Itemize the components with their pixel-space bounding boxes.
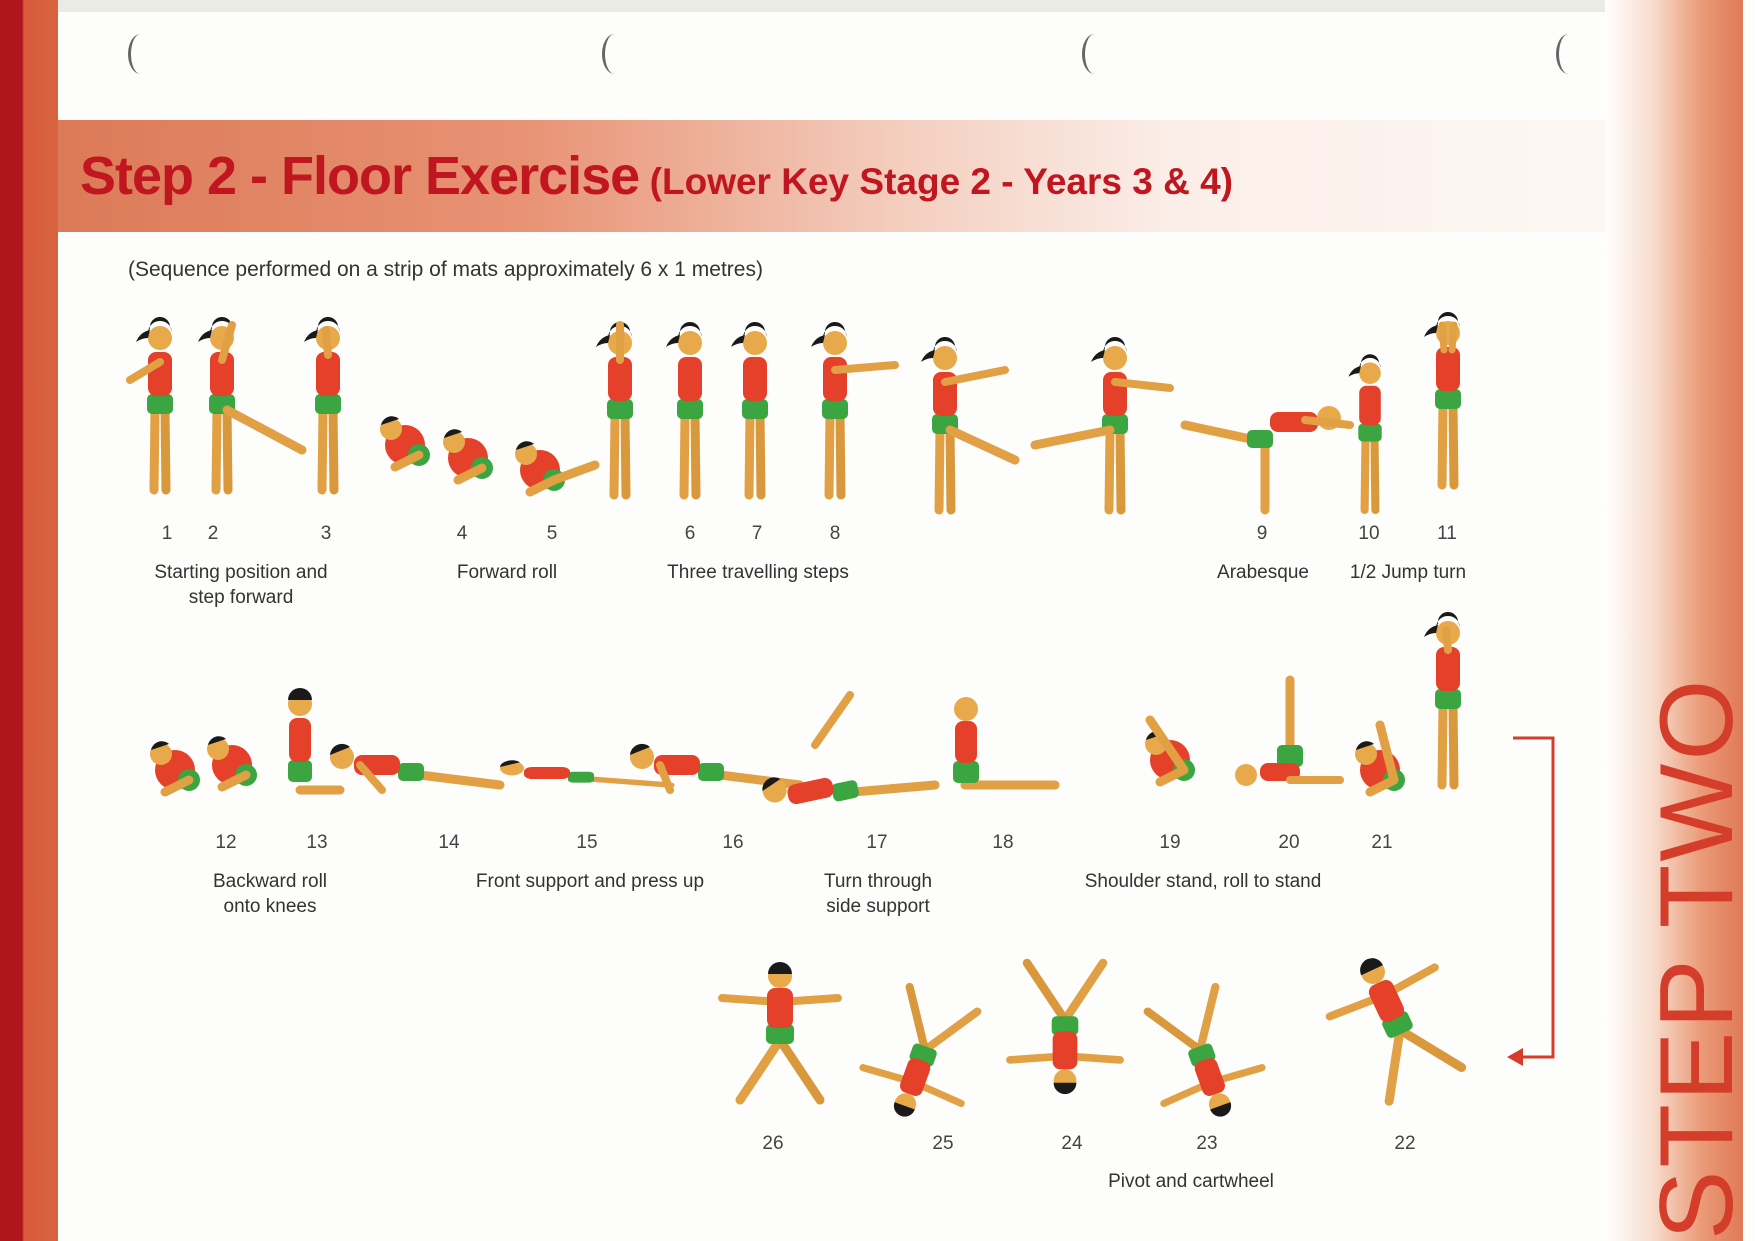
step-number: 25 xyxy=(932,1133,954,1154)
title-main: Step 2 - Floor Exercise xyxy=(80,146,640,206)
step-number: 3 xyxy=(320,523,332,544)
step-number: 16 xyxy=(722,832,744,853)
step-number: 19 xyxy=(1159,832,1181,853)
step-number: 7 xyxy=(751,523,763,544)
step-number: 12 xyxy=(215,832,237,853)
title-sub: (Lower Key Stage 2 - Years 3 & 4) xyxy=(649,161,1234,202)
step-number: 14 xyxy=(438,832,460,853)
caption: Three travelling steps xyxy=(667,562,849,583)
step-number: 1 xyxy=(161,523,173,544)
step-number: 15 xyxy=(576,832,598,853)
step-number: 26 xyxy=(762,1133,784,1154)
caption: Front support and press up xyxy=(475,871,705,892)
caption: Forward roll xyxy=(456,562,558,583)
caption: Arabesque xyxy=(1217,562,1309,583)
step-number: 22 xyxy=(1394,1133,1416,1154)
step-number: 8 xyxy=(829,523,841,544)
caption: Starting position and step forward xyxy=(154,562,328,608)
step-number: 11 xyxy=(1437,523,1457,544)
step-number: 5 xyxy=(546,523,558,544)
step-number: 13 xyxy=(306,832,328,853)
step-number: 24 xyxy=(1061,1133,1083,1154)
caption: Shoulder stand, roll to stand xyxy=(1084,871,1322,892)
step-two-label: STEP TWO xyxy=(1639,676,1755,1240)
step-number: 9 xyxy=(1256,523,1268,544)
step-number: 2 xyxy=(207,523,219,544)
step-number: 17 xyxy=(866,832,888,853)
step-number: 10 xyxy=(1358,523,1380,544)
step-number: 21 xyxy=(1371,832,1393,853)
step-number: 18 xyxy=(992,832,1014,853)
caption: 1/2 Jump turn xyxy=(1349,562,1467,583)
step-number: 23 xyxy=(1196,1133,1218,1154)
subtitle: (Sequence performed on a strip of mats approximately 6 x 1 metres) xyxy=(128,258,763,281)
step-number: 6 xyxy=(684,523,696,544)
step-number: 20 xyxy=(1278,832,1300,853)
caption: Backward roll onto knees xyxy=(212,871,328,917)
step-number: 4 xyxy=(456,523,468,544)
caption: Turn through side support xyxy=(823,871,933,917)
caption: Pivot and cartwheel xyxy=(1108,1171,1274,1192)
sequence-arrow xyxy=(1505,735,1565,1065)
